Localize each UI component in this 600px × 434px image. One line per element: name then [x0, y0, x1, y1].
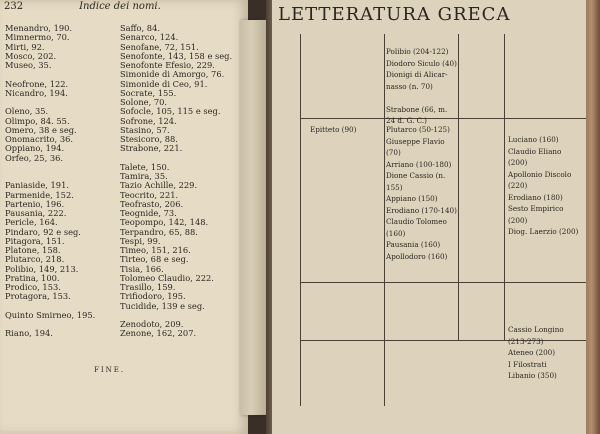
text-line: Apollodoro (160) — [386, 251, 448, 261]
text-line: Pausania (160) — [386, 240, 441, 249]
text-line: Libanio (350) — [508, 371, 557, 380]
text-line: Plutarco (50-125) — [386, 125, 450, 134]
text-line: Paniaside, 191. — [5, 180, 69, 191]
text-line: 24 d. G. C.) — [386, 116, 427, 125]
text-line: (213-273) — [508, 336, 544, 346]
text-line: Luciano (160) — [508, 135, 559, 144]
text-line: Museo, 35. — [5, 60, 52, 70]
text-line: Diog. Laerzio (200) — [508, 227, 579, 236]
text-line: Senarco, 124. — [120, 32, 179, 43]
text-line: Polibio, 149, 213. — [5, 263, 79, 274]
text-line: Tamira, 35. — [120, 171, 168, 181]
chronology-table — [272, 34, 586, 434]
text-line: Tolomeo Claudio, 222. — [120, 272, 214, 283]
text-line: Nicandro, 194. — [5, 87, 68, 98]
text-line: Dione Cassio (n. — [386, 171, 446, 180]
text-line: Giuseppe Flavio — [386, 136, 445, 146]
end-marker: FINE. — [94, 366, 126, 374]
text-line: Stasino, 57. — [120, 124, 170, 135]
text-line: Protagora, 153. — [5, 291, 71, 302]
text-line: Timeo, 151, 216. — [120, 245, 191, 255]
text-line: Saffo, 84. — [120, 23, 160, 33]
text-line: Strabone (66, m. — [386, 104, 448, 114]
text-line: Erodiano (170-140) — [386, 205, 457, 215]
text-line: Talete, 150. — [120, 161, 170, 172]
text-line: Trasillo, 159. — [120, 282, 176, 292]
table-rule — [504, 34, 505, 340]
text-line: Parmenide, 152. — [5, 189, 74, 200]
text-line: Dionigi di Alicar- — [386, 70, 448, 79]
text-line: (160) — [386, 228, 406, 238]
text-line: Sesto Empirico — [508, 204, 564, 213]
text-line: Socrate, 155. — [120, 87, 177, 98]
text-line: Partenio, 196. — [5, 198, 65, 209]
text-line: Zenodoto, 209. — [120, 319, 184, 329]
text-line: Prodico, 153. — [5, 282, 61, 292]
text-line: Diodoro Siculo (40) — [386, 58, 457, 68]
prose-writers-cell — [386, 124, 457, 262]
right-page — [272, 0, 586, 434]
index-column-b — [120, 24, 232, 339]
text-line: Platone, 158. — [5, 245, 61, 255]
table-rule — [458, 34, 459, 340]
text-line: (70) — [386, 148, 401, 157]
text-line: Mosco, 202. — [5, 50, 57, 61]
text-line: Apollonio Discolo — [508, 169, 572, 179]
text-line: Teofrasto, 206. — [120, 198, 184, 209]
table-rule — [300, 34, 301, 406]
text-line: Oppiano, 194. — [5, 143, 65, 154]
text-line: (200) — [508, 158, 528, 167]
text-line: Terpandro, 65, 88. — [120, 226, 198, 237]
text-line: Tisia, 166. — [120, 263, 164, 274]
text-line: Riano, 194. — [5, 328, 53, 339]
text-line: Mirti, 92. — [5, 41, 45, 52]
text-line: 155) — [386, 182, 403, 192]
text-line: Menandro, 190. — [5, 23, 73, 33]
text-line: Neofrone, 122. — [5, 78, 69, 89]
text-line: Polibio (204-122) — [386, 47, 449, 56]
text-line — [5, 163, 95, 172]
text-line: Pitagora, 151. — [5, 235, 65, 246]
text-line: Senofonte, 143, 158 e seg. — [120, 50, 233, 61]
text-line: Tirteo, 68 e seg. — [120, 254, 189, 265]
page-title: LETTERATURA GRECA — [278, 4, 511, 25]
text-line: Onomacrito, 36. — [5, 134, 74, 144]
page-header — [4, 1, 161, 12]
text-line: Pindaro, 92 e seg. — [5, 226, 81, 237]
page-number: 232 — [4, 1, 24, 12]
late-authors-cell — [508, 324, 564, 382]
table-rule — [384, 34, 385, 406]
table-rule — [300, 282, 586, 283]
text-line: Teocrito, 221. — [120, 189, 179, 200]
text-line: Cassio Longino — [508, 325, 564, 334]
text-line: Mimnermo, 70. — [5, 32, 70, 43]
text-line: Quinto Smirneo, 195. — [5, 309, 96, 320]
text-line: Pratina, 100. — [5, 272, 60, 283]
text-line: Trifiodoro, 195. — [120, 291, 186, 302]
text-line: Tespi, 99. — [120, 235, 161, 246]
sophists-cell — [508, 134, 578, 238]
text-line: I Filostrati — [508, 359, 547, 369]
text-line: Oleno, 35. — [5, 106, 49, 117]
index-column-a — [5, 24, 95, 339]
text-line: Claudio Eliano — [508, 146, 562, 156]
text-line: Simonide di Ceo, 91. — [120, 78, 208, 89]
philosopher-cell: Epitteto (90) — [310, 125, 357, 134]
text-line: Teopompo, 142, 148. — [120, 217, 209, 228]
text-line: Pericle, 164. — [5, 217, 58, 228]
text-line: nasso (n. 70) — [386, 81, 433, 91]
text-line: Senofonte Efesio, 229. — [120, 60, 215, 70]
text-line: Tucidide, 139 e seg. — [120, 300, 205, 311]
text-line: Claudio Tolomeo — [386, 217, 447, 226]
text-line: Sofrone, 124. — [120, 115, 177, 126]
text-line: Omero, 38 e seg. — [5, 124, 77, 135]
text-line: Teognide, 73. — [120, 208, 177, 218]
text-line: Erodiano (180) — [508, 192, 563, 202]
text-line: Pausania, 222. — [5, 208, 67, 218]
text-line: Plutarco, 218. — [5, 254, 65, 265]
text-line: Arriano (100-180) — [386, 159, 452, 169]
historians-cell — [386, 46, 457, 127]
text-line: Simonide di Amorgo, 76. — [120, 69, 225, 80]
folded-paper-strip — [240, 20, 268, 415]
text-line: (200) — [508, 215, 528, 225]
text-line: Appiano (150) — [386, 194, 438, 203]
text-line: Senofane, 72, 151. — [120, 41, 199, 52]
text-line: Solone, 70. — [120, 97, 168, 107]
text-line: Stesicoro, 88. — [120, 134, 178, 144]
left-page — [0, 0, 248, 434]
running-header: Indice dei nomi. — [79, 1, 161, 12]
text-line: Zenone, 162, 207. — [120, 328, 197, 339]
text-line: Sofocle, 105, 115 e seg. — [120, 106, 221, 117]
text-line: Orfeo, 25, 36. — [5, 152, 64, 163]
text-line: Olimpo, 84. 55. — [5, 115, 70, 126]
text-line: Strabone, 221. — [120, 143, 183, 154]
text-line: Ateneo (200) — [508, 348, 556, 357]
text-line — [386, 92, 457, 104]
text-line: Tazio Achille, 229. — [120, 180, 198, 191]
book-edge — [586, 0, 600, 434]
text-line: (220) — [508, 181, 528, 190]
